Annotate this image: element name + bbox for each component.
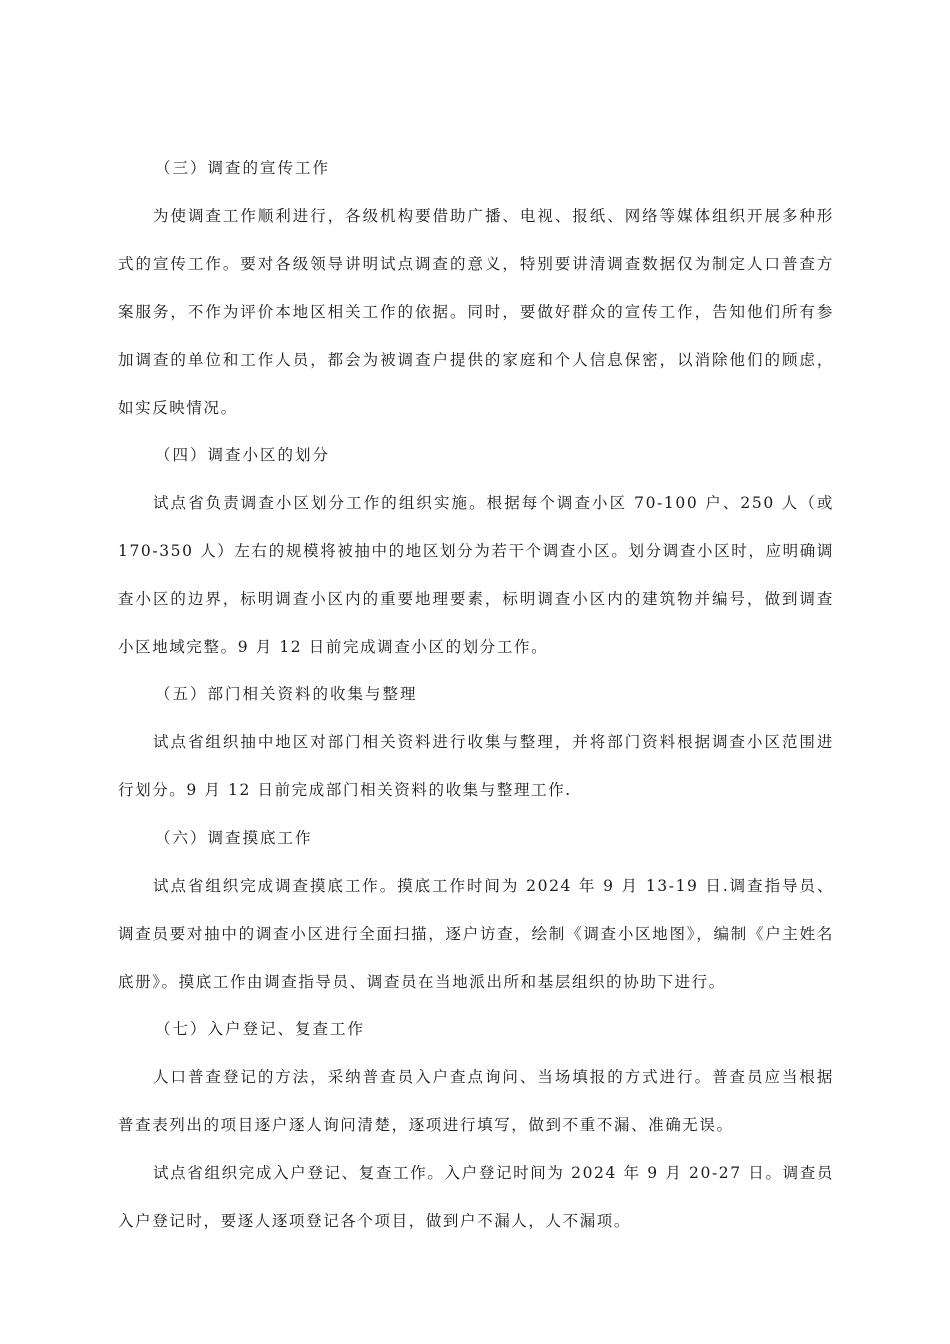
section-7-paragraph-2: 试点省组织完成入户登记、复查工作。入户登记时间为 2024 年 9 月 20-27 日。调查员入户登记时，要逐人逐项登记各个项目，做到户不漏人，人不漏项。 [118, 1164, 834, 1230]
section-heading-6: （六）调查摸底工作 [155, 829, 313, 847]
section-heading-5: （五）部门相关资料的收集与整理 [155, 685, 418, 703]
section-6-paragraph-1: 试点省组织完成调查摸底工作。摸底工作时间为 2024 年 9 月 13-19 日.调查指导员、调查员要对抽中的调查小区进行全面扫描，逐户访查，绘制《调查小区地图》，编制《户主姓名底册》。摸底工作由调查指导员、调查员在当地派出所和基层组织的协助下进行。 [118, 877, 834, 991]
section-7-paragraph-1: 人口普查登记的方法，采纳普查员入户查点询问、当场填报的方式进行。普查员应当根据普查表列出的项目逐户逐人询问清楚，逐项进行填写，做到不重不漏、准确无误。 [118, 1068, 834, 1134]
section-heading-7: （七）入户登记、复查工作 [155, 1020, 366, 1038]
section-5-paragraph-1: 试点省组织抽中地区对部门相关资料进行收集与整理，并将部门资料根据调查小区范围进行划分。9 月 12 日前完成部门相关资料的收集与整理工作. [118, 733, 834, 799]
section-4-paragraph-1: 试点省负责调查小区划分工作的组织实施。根据每个调查小区 70-100 户、250 人（或 170-350 人）左右的规模将被抽中的地区划分为若干个调查小区。划分调查小区时，应明确调查小区的边界，标明调查小区内的重要地理要素，标明调查小区内的建筑物并编号，做到调查小区地域完整。9 月 12 日前完成调查小区的划分工作。 [118, 494, 834, 656]
section-heading-3: （三）调查的宣传工作 [155, 159, 331, 177]
section-3-paragraph-1: 为使调查工作顺利进行，各级机构要借助广播、电视、报纸、网络等媒体组织开展多种形式的宣传工作。要对各级领导讲明试点调查的意义，特别要讲清调查数据仅为制定人口普查方案服务，不作为评价本地区相关工作的依据。同时，要做好群众的宣传工作，告知他们所有参加调查的单位和工作人员，都会为被调查户提供的家庭和个人信息保密，以消除他们的顾虑，如实反映情况。 [118, 207, 834, 417]
section-heading-4: （四）调查小区的划分 [155, 446, 331, 464]
